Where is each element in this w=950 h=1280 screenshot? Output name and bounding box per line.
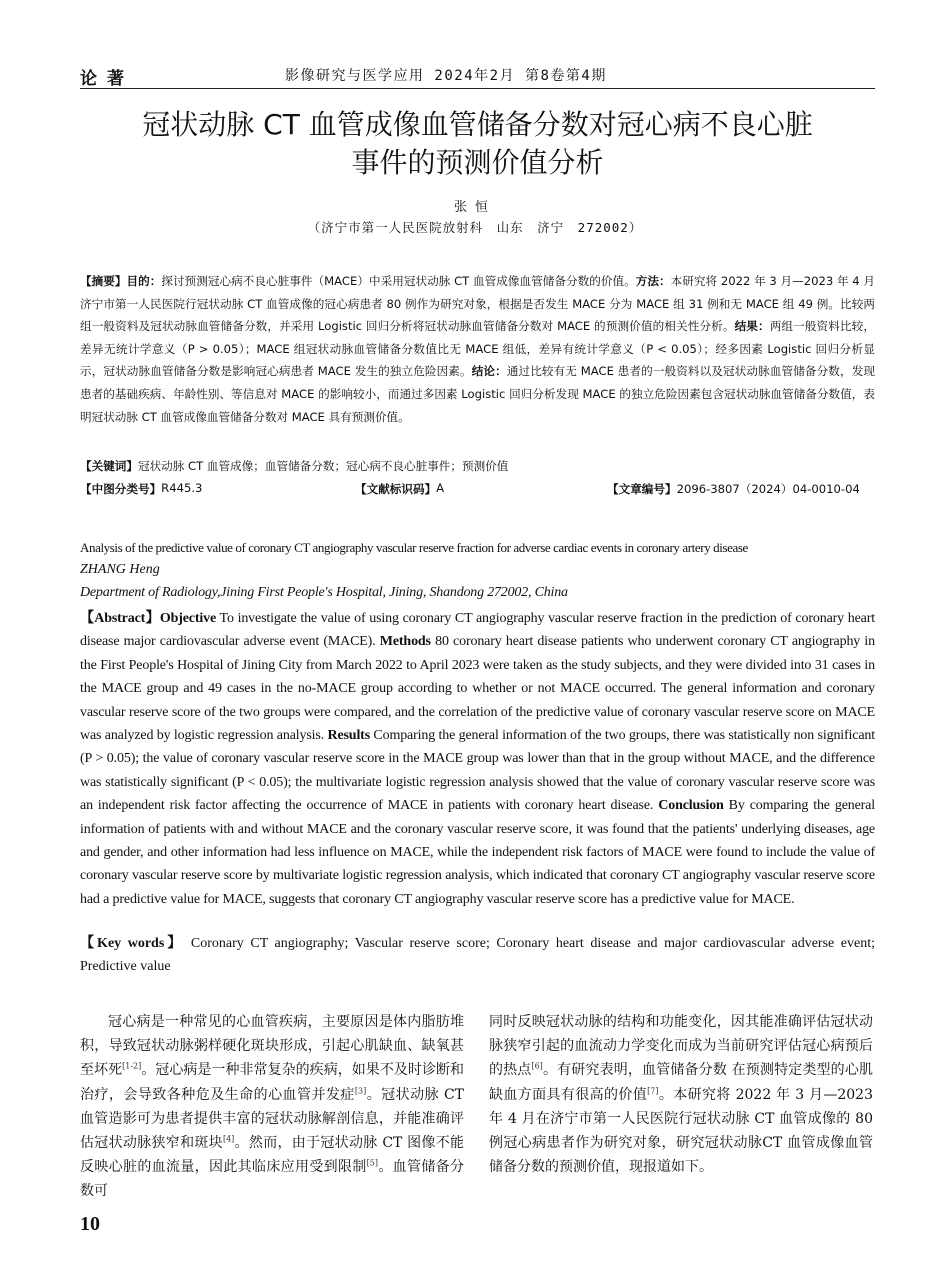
conclusion-en-label: Conclusion [658, 798, 724, 814]
article-number [607, 481, 860, 497]
clc-code [80, 481, 203, 497]
objective-en-label: Objective [159, 611, 217, 626]
title-line-2: 事件的预测价值分析 [351, 146, 604, 179]
citation-ref: [5] [366, 1158, 379, 1168]
results-en-label: Results [327, 728, 370, 744]
conclusion-label: 结论： [471, 364, 507, 379]
keywords-en-label: 【Key words】 [80, 936, 185, 951]
abstract-cn [80, 270, 875, 428]
body-text: 。然而，由于冠状动脉 CT 图像不能反映心脏的血流量，因此其临床应用受到限制 [80, 1135, 465, 1176]
citation-ref: [3] [354, 1085, 367, 1095]
doc-code [355, 481, 445, 497]
clc-label: 【中图分类号】 [80, 482, 162, 496]
abstract-cn-label: 【摘要】 [80, 274, 127, 288]
objective-text: 探讨预测冠心病不良心脏事件（MACE）中采用冠状动脉 CT 血管成像血管储备分数的价值。 [161, 274, 636, 288]
citation-ref: [1-2] [122, 1061, 142, 1071]
body-text: 。有研究表明，血管储备分数 在预测特定类型的心肌缺血方面具有很高的价值 [489, 1062, 873, 1103]
author: 张恒 [453, 200, 496, 215]
results-text: 两组一般资料比较，差异无统计学意义（P > 0.05）；MACE 组冠状动脉血管储备分数值比无 MACE 组低，差异有统计学意义（P < 0.05）；经多因素 Logistic 回归分析显示，冠状动脉血管储备分数是影响冠心病患者 MACE 发生的独立危险因素。 [80, 319, 875, 379]
keywords-cn-text: 冠状动脉 CT 血管成像；血管储备分数；冠心病不良心脏事件；预测价值 [137, 459, 509, 473]
body-text: 同时反映冠状动脉的结构和功能变化，因其能准确评估冠状动脉狭窄引起的血流动力学变化而成为当前研究评估冠心病预后的热点 [489, 1014, 873, 1079]
abstract-en-label: 【Abstract】 [80, 611, 160, 626]
article-title [80, 106, 875, 182]
keywords-cn-label: 【关键词】 [80, 459, 138, 473]
body-text: 。冠状动脉 CT 血管造影可为患者提供丰富的冠状动脉解剖信息，并能准确评估冠状动脉狭窄和斑块 [80, 1086, 465, 1152]
keywords-en-text: Coronary CT angiography; Vascular reserve score; Coronary heart disease and major cardiovascular adverse event; Predictive value [80, 936, 875, 975]
objective-en-text: To investigate the value of using coronary CT angiography vascular reserve fraction in the prediction of coronary heart disease major cardiovascular adverse event (MACE). [80, 611, 875, 650]
body-text: 。冠心病是一种非常复杂的疾病，如果不及时诊断和治疗，会导致各种危及生命的心血管并发症 [80, 1062, 465, 1103]
section-label: 论著 [80, 69, 134, 89]
body-column-left [80, 1010, 464, 1204]
keywords-cn [80, 458, 875, 474]
methods-en-text: 80 coronary heart disease patients who underwent coronary CT angiography in the First People's Hospital of Jining City from March 2022 to April 2023 were taken as the study subjects, and they were divided into 31 cases in the MACE group and 49 cases in the no-MACE group according to whether or not MACE occurred. The general information and coronary vascular reserve score of the two groups were compared, and the correlation of the predictive value of coronary vascular reserve score on MACE was analyzed by logistic regression analysis. [80, 634, 875, 744]
methods-label: 方法： [635, 274, 671, 288]
results-en-text: Comparing the general information of the two groups, there was statistically non significant (P > 0.05); the value of coronary vascular reserve score in the MACE group was lower than that in the group without MACE, and the difference was statistically significant (P < 0.05); the multivariate logistic regression analysis showed that the value of coronary vascular reserve score was an independent risk factor affecting the occurrence of MACE in patients with coronary heart disease. [80, 728, 875, 814]
article-value: 2096-3807（2024）04-0010-04 [676, 482, 860, 496]
abstract-en [80, 607, 875, 911]
body-column-right [489, 1010, 873, 1179]
body-text: 冠心病是一种常见的心血管疾病，主要原因是体内脂肪堆积，导致冠状动脉粥样硬化斑块形成，引起心肌缺血、缺氧甚至坏死 [80, 1014, 464, 1079]
doc-label: 【文献标识码】 [355, 482, 437, 496]
methods-en-label: Methods [379, 634, 431, 650]
journal-info: 影像研究与医学应用 2024年2月 第8卷第4期 [285, 68, 607, 84]
english-author: ZHANG Heng [80, 562, 160, 577]
keywords-en [80, 932, 875, 979]
english-title: Analysis of the predictive value of coronary CT angiography vascular reserve fraction for adverse cardiac events in coronary artery disease [80, 540, 748, 555]
methods-text: 本研究将 2022 年 3 月—2023 年 4 月济宁市第一人民医院行冠状动脉 CT 血管成像的冠心病患者 80 例作为研究对象，根据是否发生 MACE 分为 MACE 组 31 例和无 MACE 组 49 例。比较两组一般资料及冠状动脉血管储备分数，并采用 Logistic 回归分析将冠状动脉血管储备分数对 MACE 的预测价值的相关性分析。 [80, 274, 875, 334]
title-line-1: 冠状动脉 CT 血管成像血管储备分数对冠心病不良心脏 [142, 108, 813, 141]
citation-ref: [6] [531, 1061, 543, 1071]
citation-ref: [4] [222, 1134, 235, 1144]
conclusion-text: 通过比较有无 MACE 患者的一般资料以及冠状动脉血管储备分数，发现患者的基础疾病、年龄性别、等信息对 MACE 的影响较小，而通过多因素 Logistic 回归分析发现 MACE 的独立危险因素包含冠状动脉血管储备分数值，表明冠状动脉 CT 血管成像血管储备分数对 MACE 具有预测价值。 [80, 364, 875, 424]
conclusion-en-text: By comparing the general information of patients with and without MACE and the coronary vascular reserve score, it was found that the patients' underlying diseases, age and gender, and other information had less influence on MACE, while the independent risk factors of MACE were found to include the value of coronary vascular reserve score by multivariate logistic regression analysis, which indicated that coronary CT angiography vascular reserve score had a predictive value for MACE, suggests that coronary CT angiography vascular reserve score has a predictive value for MACE. [80, 798, 875, 907]
body-text: 。血管储备分数可 [80, 1159, 465, 1200]
citation-ref: [7] [647, 1085, 659, 1095]
english-affiliation: Department of Radiology,Jining First People's Hospital, Jining, Shandong 272002, China [80, 585, 568, 600]
objective-label: 目的： [126, 274, 162, 288]
page-number: 10 [80, 1213, 100, 1235]
clc-value: R445.3 [161, 481, 203, 495]
classification-row [80, 481, 875, 501]
doc-value: A [436, 481, 445, 495]
article-label: 【文章编号】 [607, 482, 677, 496]
affiliation: （济宁市第一人民医院放射科 山东 济宁 272002） [307, 220, 643, 235]
body-text: 。本研究将 2022 年 3 月—2023 年 4 月在济宁市第一人民医院行冠状动脉 CT 血管成像的 80 例冠心病患者作为研究对象，研究冠状动脉CT 血管成像血管储备分数的预测价值，现报道如下。 [489, 1086, 873, 1176]
results-label: 结果： [734, 319, 770, 334]
running-header [80, 62, 875, 89]
